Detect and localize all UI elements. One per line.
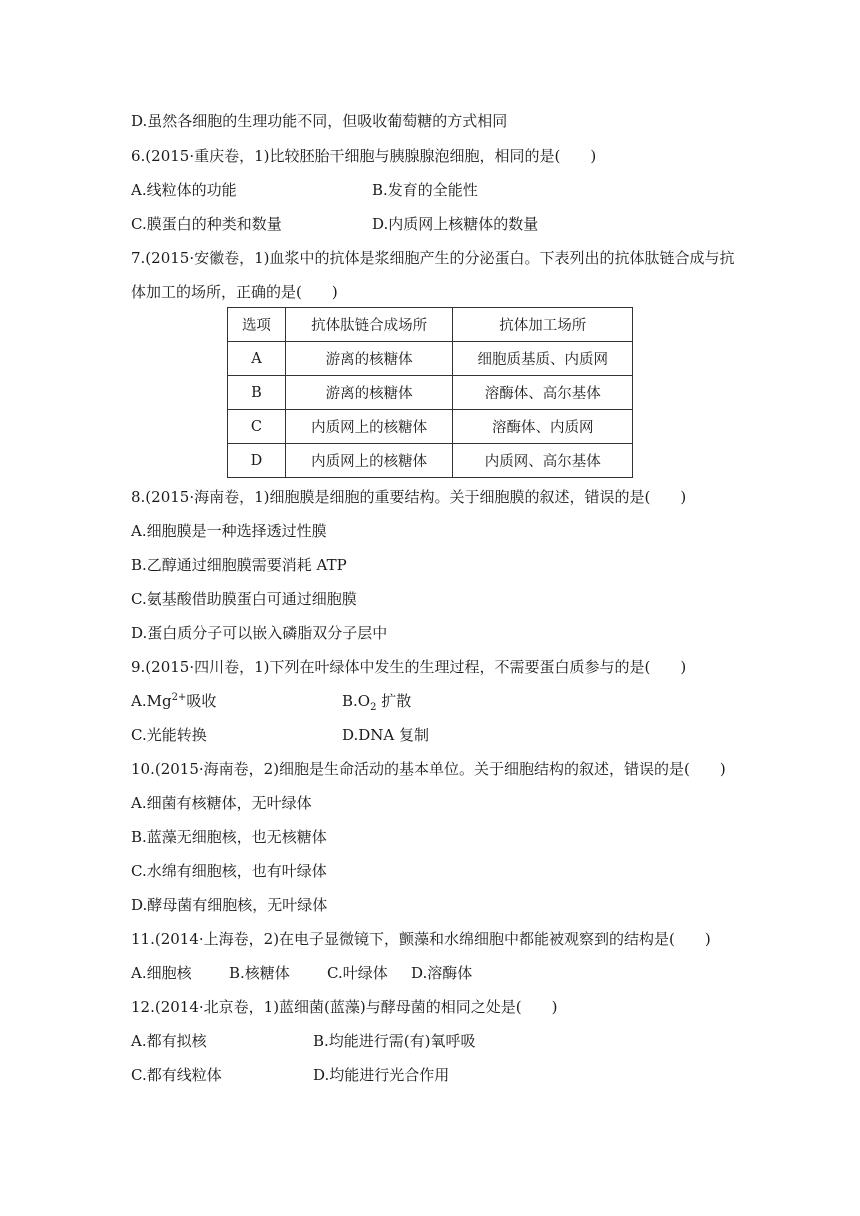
q11-option-a: A.细胞核 (131, 964, 192, 982)
q10-option-c: C.水绵有细胞核，也有叶绿体 (131, 862, 327, 880)
table-header-row (228, 308, 633, 342)
table-cell: 溶酶体、高尔基体 (453, 376, 633, 410)
table-cell: A (228, 342, 286, 376)
q6-option-a: A.线粒体的功能 (131, 181, 237, 199)
table-cell: 内质网上的核糖体 (285, 444, 453, 478)
question-9: 9.(2015·四川卷，1)下列在叶绿体中发生的生理过程，不需要蛋白质参与的是( ) (131, 658, 687, 676)
table-cell: 溶酶体、内质网 (453, 410, 633, 444)
question-7-line2: 体加工的场所，正确的是( ) (131, 283, 338, 301)
table-cell: B (228, 376, 286, 410)
q9b-subscript: 2 (370, 702, 377, 713)
q8-option-a: A.细胞膜是一种选择透过性膜 (131, 522, 327, 540)
table-cell: 游离的核糖体 (285, 342, 453, 376)
table-row (228, 342, 633, 376)
q12-option-b: B.均能进行需(有)氧呼吸 (313, 1032, 476, 1050)
table-header-cell: 抗体肽链合成场所 (285, 308, 453, 342)
q9b-text: B.O (342, 692, 371, 710)
q10-option-b: B.蓝藻无细胞核，也无核糖体 (131, 828, 327, 846)
q12-option-a: A.都有拟核 (131, 1032, 207, 1050)
q8-option-b: B.乙醇通过细胞膜需要消耗 ATP (131, 556, 347, 574)
q6-option-b: B.发育的全能性 (372, 181, 478, 199)
q11-option-c: C.叶绿体 (327, 964, 388, 982)
q9-option-b (342, 691, 411, 711)
table-row (228, 444, 633, 478)
q12-option-c: C.都有线粒体 (131, 1066, 222, 1084)
q6-option-d: D.内质网上核糖体的数量 (372, 215, 539, 233)
question-8: 8.(2015·海南卷，1)细胞膜是细胞的重要结构。关于细胞膜的叙述，错误的是( ) (131, 488, 687, 506)
q5-option-d: D.虽然各细胞的生理功能不同，但吸收葡萄糖的方式相同 (131, 112, 508, 130)
q6-option-c: C.膜蛋白的种类和数量 (131, 215, 282, 233)
question-12: 12.(2014·北京卷，1)蓝细菌(蓝藻)与酵母菌的相同之处是( ) (131, 998, 558, 1016)
answer-table (227, 307, 633, 478)
table-row (228, 376, 633, 410)
q9a-superscript: 2+ (171, 692, 187, 703)
q9-option-d: D.DNA 复制 (342, 726, 430, 744)
table-cell: C (228, 410, 286, 444)
q9a-text: A.Mg (131, 692, 172, 710)
table-cell: 内质网上的核糖体 (285, 410, 453, 444)
table-cell: 细胞质基质、内质网 (453, 342, 633, 376)
question-10: 10.(2015·海南卷，2)细胞是生命活动的基本单位。关于细胞结构的叙述，错误的是( ) (131, 760, 726, 778)
q8-option-c: C.氨基酸借助膜蛋白可通过细胞膜 (131, 590, 357, 608)
table-cell: 内质网、高尔基体 (453, 444, 633, 478)
q8-option-d: D.蛋白质分子可以嵌入磷脂双分子层中 (131, 624, 388, 642)
q9-option-a (131, 691, 216, 711)
question-11: 11.(2014·上海卷，2)在电子显微镜下，颤藻和水绵细胞中都能被观察到的结构是( ) (131, 930, 711, 948)
q9b-text-end: 扩散 (376, 692, 412, 710)
q10-option-a: A.细菌有核糖体，无叶绿体 (131, 794, 312, 812)
table-header-cell: 选项 (228, 308, 286, 342)
q9a-text-end: 吸收 (186, 692, 217, 710)
q11-option-d: D.溶酶体 (411, 964, 473, 982)
q10-option-d: D.酵母菌有细胞核，无叶绿体 (131, 896, 328, 914)
table-header-cell: 抗体加工场所 (453, 308, 633, 342)
q9-option-c: C.光能转换 (131, 726, 207, 744)
q12-option-d: D.均能进行光合作用 (313, 1066, 450, 1084)
question-7-line1: 7.(2015·安徽卷，1)血浆中的抗体是浆细胞产生的分泌蛋白。下表列出的抗体肽链合成与抗 (131, 249, 735, 267)
q11-option-b: B.核糖体 (229, 964, 290, 982)
question-6: 6.(2015·重庆卷，1)比较胚胎干细胞与胰腺腺泡细胞，相同的是( ) (131, 147, 597, 165)
table-cell: 游离的核糖体 (285, 376, 453, 410)
table-cell: D (228, 444, 286, 478)
table-row (228, 410, 633, 444)
